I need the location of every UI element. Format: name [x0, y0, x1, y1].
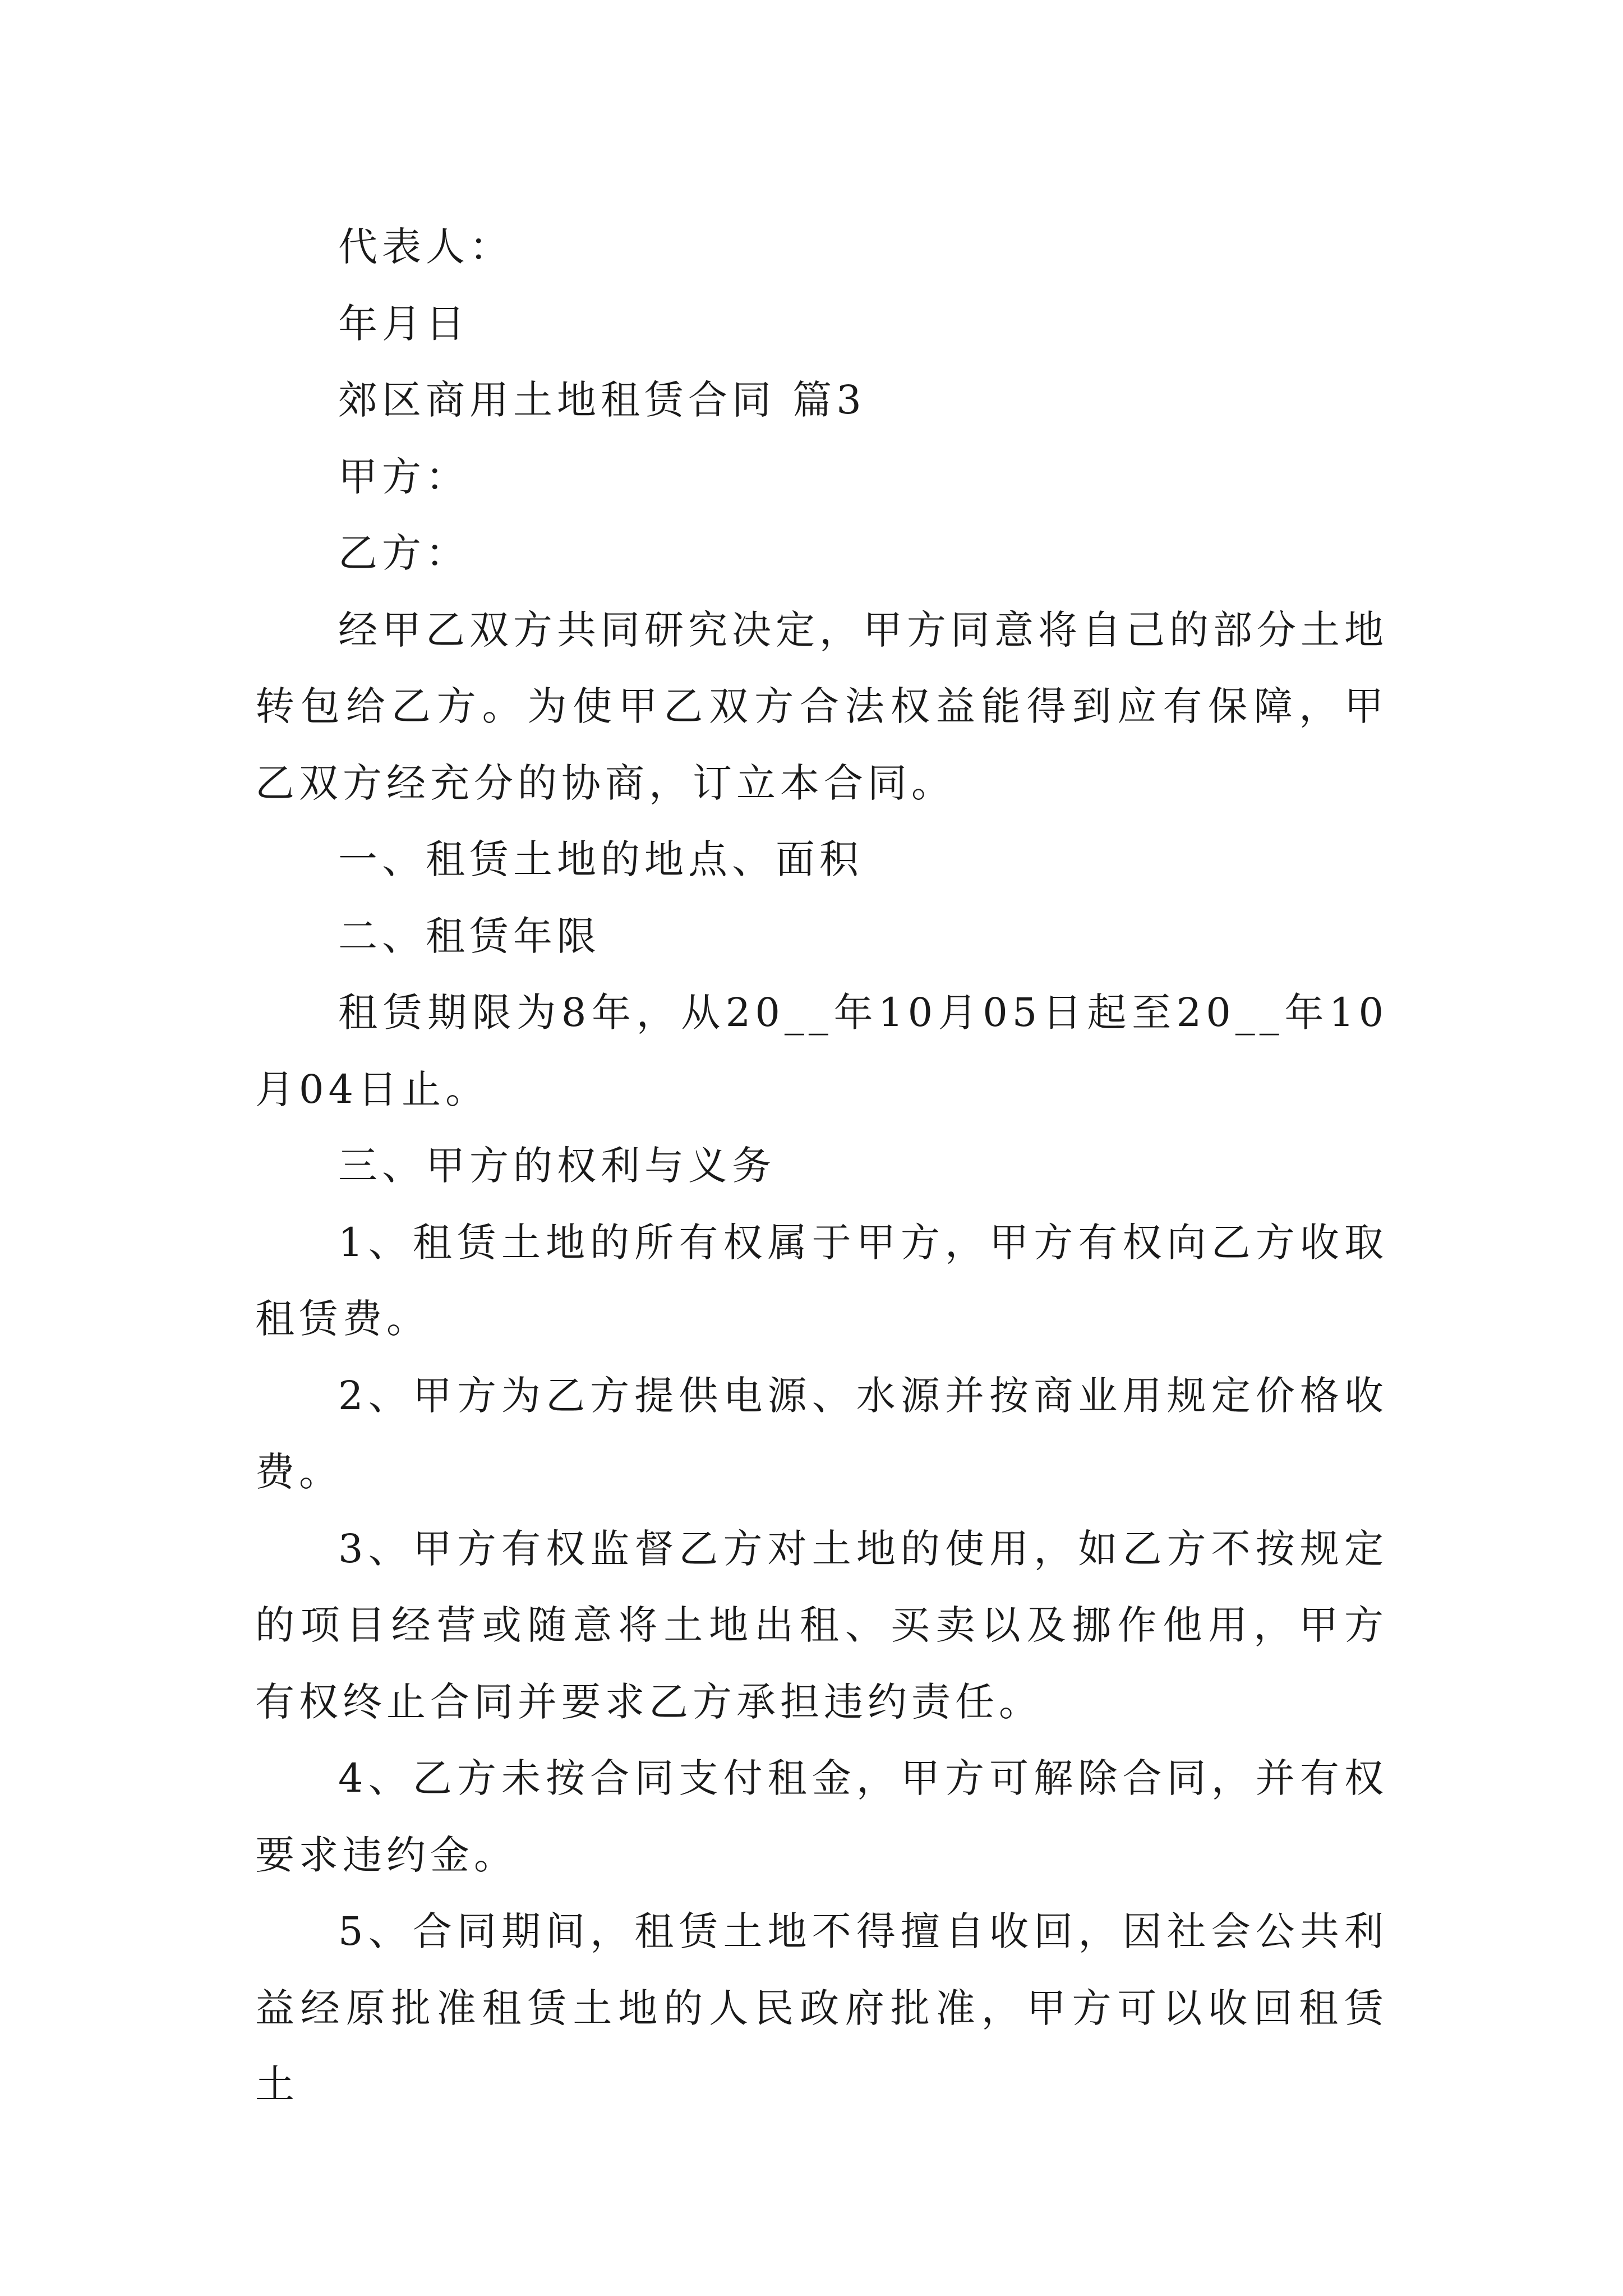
section-1-heading: 一、租赁土地的地点、面积 — [338, 836, 863, 882]
clause-1: 1、租赁土地的所有权属于甲方，甲方有权向乙方收取租赁费。 — [255, 1219, 1388, 1342]
clause-5: 5、合同期间，租赁土地不得擅自收回，因社会公共利益经原批准租赁土地的人民政府批准，甲方可以收回租赁土 — [255, 1908, 1388, 2108]
representative-line: 代表人： — [338, 224, 513, 270]
party-a-line: 甲方： — [338, 453, 469, 500]
document-body — [255, 209, 1388, 2123]
section-3-heading: 三、甲方的权利与义务 — [338, 1143, 776, 1189]
party-b-line: 乙方： — [338, 530, 469, 576]
clause-4: 4、乙方未按合同支付租金，甲方可解除合同，并有权要求违约金。 — [255, 1755, 1388, 1878]
preamble-paragraph: 经甲乙双方共同研究决定，甲方同意将自己的部分土地转包给乙方。为使甲乙双方合法权益能得到应有保障，甲乙双方经充分的协商，订立本合同。 — [255, 606, 1388, 806]
contract-title: 郊区商用土地租赁合同 篇3 — [338, 377, 866, 423]
clause-2: 2、甲方为乙方提供电源、水源并按商业用规定价格收费。 — [255, 1372, 1388, 1495]
clause-3: 3、甲方有权监督乙方对土地的使用，如乙方不按规定的项目经营或随意将土地出租、买卖以及挪作他用，甲方有权终止合同并要求乙方承担违约责任。 — [255, 1525, 1388, 1725]
date-line: 年月日 — [338, 300, 469, 347]
section-2-heading: 二、租赁年限 — [338, 913, 601, 959]
lease-term-paragraph: 租赁期限为8年，从20__年10月05日起至20__年10月04日止。 — [255, 990, 1388, 1112]
